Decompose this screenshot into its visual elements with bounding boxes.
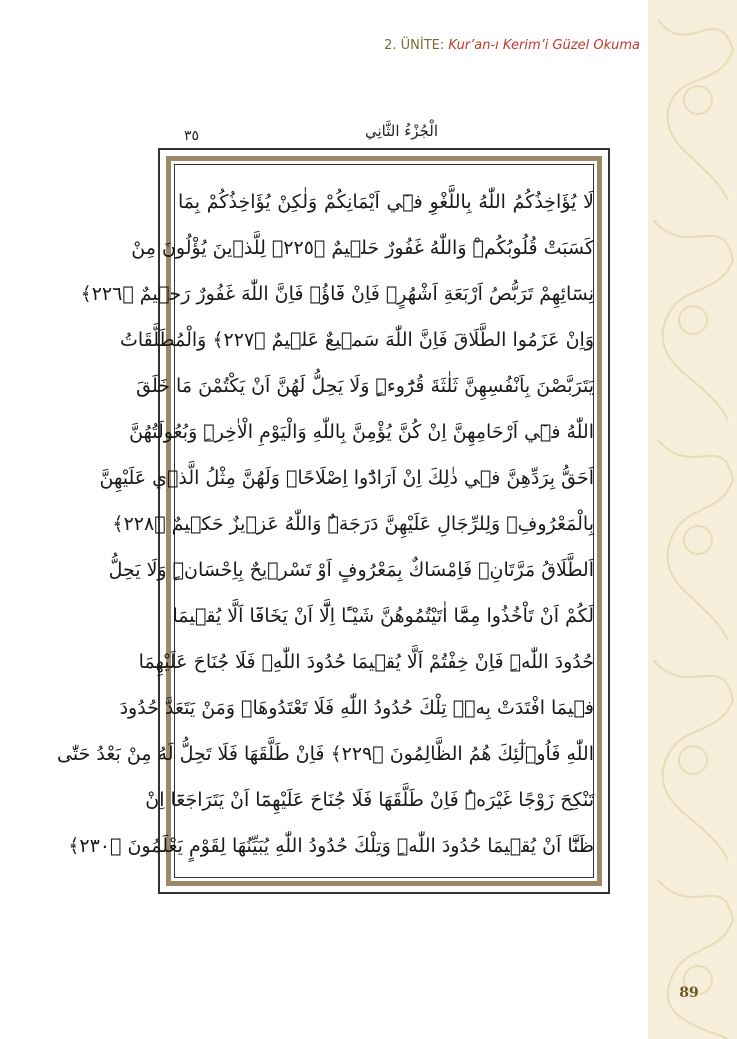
page-number: 89 xyxy=(679,985,699,1001)
quran-text xyxy=(57,180,594,870)
text-line: اللّٰهُ فٖٓي اَرْحَامِهِنَّ اِنْ كُنَّ يُؤْمِنَّ بِاللّٰهِ وَالْيَوْمِ الْاٰخِرِۜ وَبُعُولَتُهُنَّ xyxy=(129,421,594,443)
text-line: فٖيمَا افْتَدَتْ بِهٖۜ تِلْكَ حُدُودُ اللّٰهِ فَلَا تَعْتَدُوهَاۚ وَمَنْ يَتَعَدَّ حُدُودَ xyxy=(119,697,594,719)
text-line: نِسَٓائِهِمْ تَرَبُّصُ اَرْبَعَةِ اَشْهُرٍۚ فَاِنْ فَٓاؤُ۫ فَاِنَّ اللّٰهَ غَفُورٌ رَحٖيمٌ ﴿٢٢٦﴾ xyxy=(80,283,594,305)
text-line: كَسَبَتْ قُلُوبُكُمْۜ وَاللّٰهُ غَفُورٌ حَلٖيمٌ ﴿٢٢٥﴾ لِلَّذٖينَ يُؤْلُونَ مِنْ xyxy=(131,237,594,259)
mushaf-page-number: ٣٥ xyxy=(184,128,200,144)
text-line: لَا يُؤَاخِذُكُمُ اللّٰهُ بِاللَّغْوِ فٖٓي اَيْمَانِكُمْ وَلٰكِنْ يُؤَاخِذُكُمْ بِمَا xyxy=(178,191,594,213)
text-line: اَحَقُّ بِرَدِّهِنَّ فٖي ذٰلِكَ اِنْ اَرَادُٓوا اِصْلَاحًاۜ وَلَهُنَّ مِثْلُ الَّذٖي عَلَيْهِنَّ xyxy=(99,467,594,489)
mushaf-frame xyxy=(57,148,610,894)
text-line: يَتَرَبَّصْنَ بِاَنْفُسِهِنَّ ثَلٰثَةَ قُرُٓوءٍۜ وَلَا يَحِلُّ لَهُنَّ اَنْ يَكْتُمْنَ مَا خَلَقَ xyxy=(136,375,594,397)
floral-pattern-icon xyxy=(648,0,737,1039)
chapter-header xyxy=(300,38,640,58)
text-line: بِالْمَعْرُوفِۖ وَلِلرِّجَالِ عَلَيْهِنَّ دَرَجَةٌۜ وَاللّٰهُ عَزٖيزٌ حَكٖيمٌ ﴿٢٢٨﴾ xyxy=(112,513,594,535)
text-line: لَكُمْ اَنْ تَاْخُذُوا مِمَّٓا اٰتَيْتُمُوهُنَّ شَيْـًٔا اِلَّٓا اَنْ يَخَافَٓا اَلَّا يُقٖيمَا xyxy=(172,605,594,627)
text-line: حُدُودَ اللّٰهِۜ فَاِنْ خِفْتُمْ اَلَّا يُقٖيمَا حُدُودَ اللّٰهِۙ فَلَا جُنَاحَ عَلَيْهِمَا xyxy=(138,651,594,673)
subject-title: Kur’an-ı Kerim’i Güzel Okuma xyxy=(448,38,640,53)
text-line: اللّٰهِ فَاُو۬لٰٓئِكَ هُمُ الظَّالِمُونَ ﴿٢٢٩﴾ فَاِنْ طَلَّقَهَا فَلَا تَحِلُّ لَهُ مِنْ بَعْدُ حَتّٰى xyxy=(57,743,594,765)
text-line: ظَنَّٓا اَنْ يُقٖيمَا حُدُودَ اللّٰهِۜ وَتِلْكَ حُدُودُ اللّٰهِ يُبَيِّنُهَا لِقَوْمٍ يَعْلَمُونَ ﴿٢٣٠﴾ xyxy=(68,835,594,857)
unit-label: 2. ÜNİTE: xyxy=(384,38,445,53)
text-line: وَاِنْ عَزَمُوا الطَّلَاقَ فَاِنَّ اللّٰهَ سَمٖيعٌ عَلٖيمٌ ﴿٢٢٧﴾ وَالْمُطَلَّقَاتُ xyxy=(119,329,594,351)
text-line: تَنْكِحَ زَوْجًا غَيْرَهُۜ فَاِنْ طَلَّقَهَا فَلَا جُنَاحَ عَلَيْهِمَٓا اَنْ يَتَرَاجَعَٓا اِنْ xyxy=(145,789,594,811)
text-line: اَلطَّلَاقُ مَرَّتَانِۖ فَاِمْسَاكٌ بِمَعْرُوفٍ اَوْ تَسْرٖيحٌ بِاِحْسَانٍۜ وَلَا يَحِلُّ xyxy=(108,559,594,581)
juz-header xyxy=(160,120,610,146)
juz-title: الْجُزْءُ الثَّانِي xyxy=(364,122,438,140)
